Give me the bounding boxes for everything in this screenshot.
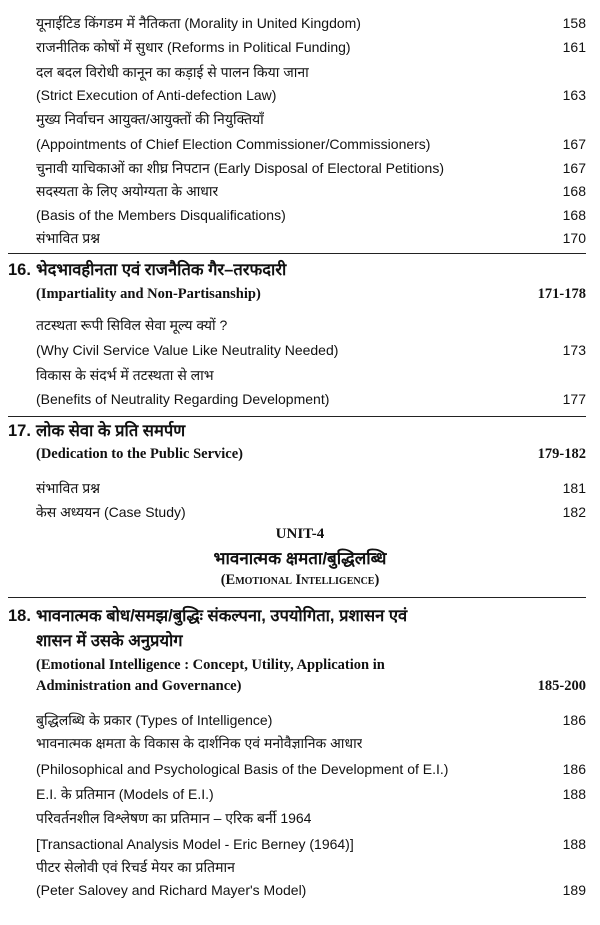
toc-entry: राजनीतिक कोषों में सुधार (Reforms in Political Funding) 161	[36, 39, 586, 55]
page-number: 189	[562, 882, 586, 898]
toc-entry: चुनावी याचिकाओं का शीघ्र निपटान (Early Disposal of Electoral Petitions) 167	[36, 160, 586, 176]
page-number: 167	[562, 160, 586, 176]
toc-entry: [Transactional Analysis Model - Eric Berney (1964)] 188	[36, 836, 586, 852]
chapter-18-heading: 18. भावनात्मक बोध/समझ/बुद्धिः संकल्पना, उपयोगिता, प्रशासन एवं	[8, 607, 408, 625]
toc-entry: पीटर सेलोवी एवं रिचर्ड मेयर का प्रतिमान	[36, 859, 235, 875]
toc-entry: तटस्थता रूपी सिविल सेवा मूल्य क्यों ?	[36, 317, 228, 333]
page-number: 182	[562, 504, 586, 520]
toc-entry: E.I. के प्रतिमान (Models of E.I.) 188	[36, 786, 586, 802]
chapter-16-title-en: (Impartiality and Non-Partisanship) 171-178	[36, 286, 586, 302]
chapter-18-heading-line2: शासन में उसके अनुप्रयोग	[36, 632, 183, 650]
page-number: 188	[562, 786, 586, 802]
toc-entry: बुद्धिलब्धि के प्रकार (Types of Intelligence) 186	[36, 712, 586, 728]
page-number: 186	[562, 712, 586, 728]
chapter-17-title-en: (Dedication to the Public Service) 179-182	[36, 446, 586, 462]
chapter-17-heading: 17. लोक सेवा के प्रति समर्पण	[8, 422, 186, 440]
toc-entry: मुख्य निर्वाचन आयुक्त/आयुक्तों की नियुक्तियाँ	[36, 111, 264, 127]
page-number: 181	[562, 480, 586, 496]
toc-entry: (Philosophical and Psychological Basis of the Development of E.I.) 186	[36, 761, 586, 777]
page-number: 173	[562, 342, 586, 358]
toc-entry: यूनाईटिड किंगडम में नैतिकता (Morality in United Kingdom) 158	[36, 15, 586, 31]
toc-entry: संभावित प्रश्न 170	[36, 230, 586, 246]
page-number: 167	[562, 136, 586, 152]
toc-entry: (Strict Execution of Anti-defection Law) 163	[36, 87, 586, 103]
toc-entry: (Why Civil Service Value Like Neutrality Needed) 173	[36, 342, 586, 358]
divider	[8, 597, 586, 598]
page-number: 168	[562, 183, 586, 199]
page-number: 177	[562, 391, 586, 407]
page-number: 168	[562, 207, 586, 223]
toc-entry: सदस्यता के लिए अयोग्यता के आधार 168	[36, 183, 586, 199]
toc-entry: संभावित प्रश्न 181	[36, 480, 586, 496]
chapter-16-heading: 16. भेदभावहीनता एवं राजनैतिक गैर–तरफदारी	[8, 261, 287, 279]
unit-title-en: (Emotional Intelligence)	[220, 572, 380, 588]
chapter-page-range: 185-200	[537, 678, 586, 694]
page-number: 188	[562, 836, 586, 852]
toc-entry: विकास के संदर्भ में तटस्थता से लाभ	[36, 367, 214, 383]
toc-entry: (Peter Salovey and Richard Mayer's Model) 189	[36, 882, 586, 898]
divider	[8, 253, 586, 254]
page-number: 161	[562, 39, 586, 55]
toc-entry: दल बदल विरोधी कानून का कड़ाई से पालन किया जाना	[36, 64, 309, 80]
page-number: 163	[562, 87, 586, 103]
toc-entry: (Appointments of Chief Election Commissioner/Commissioners) 167	[36, 136, 586, 152]
toc-entry: केस अध्ययन (Case Study) 182	[36, 504, 586, 520]
toc-entry: भावनात्मक क्षमता के विकास के दार्शनिक एवं मनोवैज्ञानिक आधार	[36, 735, 363, 751]
chapter-18-title-en-line2: Administration and Governance) 185-200	[36, 678, 586, 694]
page-number: 170	[562, 230, 586, 246]
divider	[8, 416, 586, 417]
page-number: 186	[562, 761, 586, 777]
chapter-page-range: 179-182	[537, 446, 586, 462]
unit-title-hi: भावनात्मक क्षमता/बुद्धिलब्धि	[213, 549, 387, 568]
toc-entry: (Basis of the Members Disqualifications) 168	[36, 207, 586, 223]
toc-entry: परिवर्तनशील विश्लेषण का प्रतिमान – एरिक बर्नी 1964	[36, 810, 312, 826]
chapter-18-title-en-line1: (Emotional Intelligence : Concept, Utility, Application in	[36, 657, 385, 673]
toc-entry: (Benefits of Neutrality Regarding Development) 177	[36, 391, 586, 407]
unit-label: UNIT-4	[275, 526, 325, 542]
chapter-page-range: 171-178	[537, 286, 586, 302]
page-number: 158	[562, 15, 586, 31]
